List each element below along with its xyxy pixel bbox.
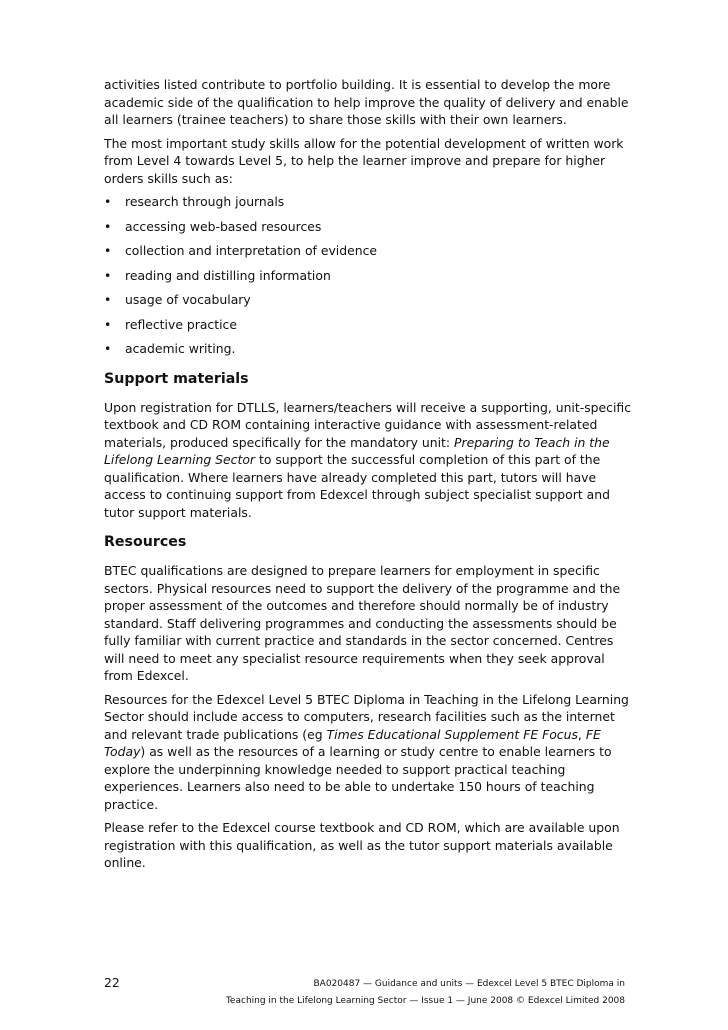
resources-paragraph-1: BTEC qualifications are designed to prepare learners for employment in specific sectors. Physical resources need to support the delivery of the programme and the proper assessment of the outcomes and therefore should normally be of industry standard. Staff delivering programmes and conducting the assessments should be fully familiar with current practice and standards in the sector concerned. Centres will need to meet any specialist resource requirements when they seek approval from Edexcel. (104, 563, 621, 683)
publication-title-2: FE Today (104, 726, 601, 759)
study-skills-list (104, 193, 632, 358)
resources-paragraph-3: Please refer to the Edexcel course textbook and CD ROM, which are available upon registration with this qualification, as well as the tutor support materials available online. (104, 820, 620, 870)
bullet-icon: • (104, 267, 112, 283)
footer-line-1: BA020487 — Guidance and units — Edexcel Level 5 BTEC Diploma in (313, 979, 625, 989)
list-item (104, 193, 632, 211)
intro-paragraph: activities listed contribute to portfolio building. It is essential to develop the more academic side of the qualification to help improve the quality of delivery and enable all learners (trainee teachers) to share those skills with their own learners. (104, 77, 629, 127)
support-materials-paragraph (104, 399, 632, 522)
footer-line-2: Teaching in the Lifelong Learning Sector — Issue 1 — June 2008 © Edexcel Limited 2008 (225, 996, 625, 1006)
list-item-text: accessing web-based resources (125, 218, 322, 234)
list-item (104, 218, 632, 236)
bullet-icon: • (104, 194, 112, 209)
support-materials-heading: Support materials (104, 370, 249, 387)
list-item (104, 267, 632, 285)
list-item-text: reflective practice (125, 316, 237, 332)
list-item (104, 242, 632, 260)
resources-text-start: Resources for the Edexcel Level 5 BTEC Diploma in Teaching in the Lifelong Learning Sector should include access to computers, research facilities such as the internet and relevant trade publications (eg (104, 691, 629, 742)
bullet-icon: • (104, 243, 112, 258)
bullet-icon: • (104, 218, 112, 234)
publication-separator: , (577, 726, 586, 742)
list-item (104, 316, 632, 334)
list-item-text: academic writing. (125, 341, 236, 356)
list-item (104, 291, 632, 309)
footer (226, 976, 625, 1010)
resources-text-end: ) as well as the resources of a learning or study centre to enable learners to explore the underpinning knowledge needed to support practical teaching experiences. Learners also need to be able to undertake 150 hours of teaching practice. (104, 744, 612, 812)
study-skills-paragraph: The most important study skills allow for the potential development of written work from Level 4 towards Level 5, to help the learner improve and prepare for higher orders skills such as: (104, 135, 624, 186)
bullet-icon: • (104, 316, 112, 332)
list-item-text: research through journals (125, 194, 285, 209)
list-item-text: usage of vocabulary (125, 292, 251, 307)
resources-paragraph-2 (104, 691, 632, 814)
list-item-text: collection and interpretation of evidence (125, 243, 377, 258)
document-page (104, 76, 632, 878)
unit-title: Preparing to Teach in the Lifelong Learning Sector (104, 434, 610, 467)
resources-heading: Resources (104, 534, 187, 550)
bullet-icon: • (104, 292, 112, 307)
publication-title-1: Times Educational Supplement FE Focus (326, 726, 578, 742)
bullet-icon: • (104, 341, 112, 356)
list-item (104, 340, 632, 358)
list-item-text: reading and distilling information (125, 267, 331, 283)
support-text-end: to support the successful completion of this part of the qualification. Where learners have already completed this part, tutors will have access to continuing support from Edexcel through subject specialist support and tutor support materials. (104, 452, 610, 520)
page-number: 22 (104, 975, 120, 990)
support-text-start: Upon registration for DTLLS, learners/teachers will receive a supporting, unit-specific textbook and CD ROM containing interactive guidance with assessment-related materials, produced specifically for the mandatory unit: (104, 399, 632, 450)
